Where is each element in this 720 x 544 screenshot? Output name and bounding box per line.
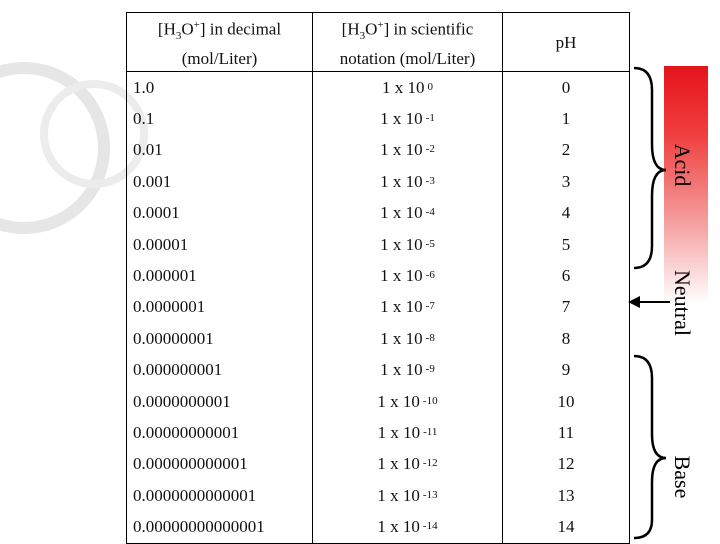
- scientific-exponent: -13: [422, 488, 438, 501]
- scientific-cell: [313, 229, 503, 260]
- scientific-exponent: -3: [425, 174, 435, 187]
- scientific-exponent: -2: [425, 143, 435, 156]
- table-row: [127, 260, 630, 291]
- scientific-exponent: -7: [425, 300, 435, 313]
- table-row: [127, 135, 630, 166]
- scientific-base: 1 x 10: [380, 140, 423, 160]
- header-scientific: $[H_3O^+]$ in scientific notation (mol/Liter): [313, 13, 503, 72]
- scientific-base: 1 x 10: [377, 454, 420, 474]
- ph-cell: 8: [503, 323, 630, 354]
- table-row: [127, 511, 630, 543]
- scientific-cell: [313, 72, 503, 104]
- scientific-exponent: -5: [425, 237, 435, 250]
- scientific-base: 1 x 10: [377, 422, 421, 442]
- decorative-ring: [0, 62, 110, 234]
- table-row: [127, 103, 630, 134]
- ph-cell: 14: [503, 511, 630, 543]
- decimal-cell: 0.000000000001: [127, 449, 313, 480]
- table-row: [127, 229, 630, 260]
- scientific-exponent: -12: [422, 457, 438, 470]
- decimal-cell: 0.0001: [127, 198, 313, 229]
- acid-brace: [634, 68, 666, 268]
- table-row: [127, 72, 630, 104]
- scientific-base: 1 x 10: [380, 234, 423, 254]
- scientific-base: 1 x 10: [380, 109, 423, 129]
- scientific-cell: [313, 292, 503, 323]
- scientific-cell: [313, 417, 503, 448]
- scientific-cell: [313, 449, 503, 480]
- ph-table: [126, 12, 630, 544]
- table-row: [127, 292, 630, 323]
- decimal-cell: 0.0000000001: [127, 386, 313, 417]
- table-row: [127, 355, 630, 386]
- scientific-cell: [313, 103, 503, 134]
- scientific-base: 1 x 10: [380, 266, 423, 286]
- decimal-cell: 0.00000000000001: [127, 511, 313, 543]
- decimal-cell: 0.0000001: [127, 292, 313, 323]
- ph-cell: 1: [503, 103, 630, 134]
- decimal-cell: 0.000001: [127, 260, 313, 291]
- ph-cell: 4: [503, 198, 630, 229]
- ph-cell: 9: [503, 355, 630, 386]
- scientific-base: 1 x 10: [380, 203, 423, 223]
- scientific-exponent: -9: [425, 363, 435, 376]
- scientific-cell: [313, 511, 503, 543]
- ph-cell: 12: [503, 449, 630, 480]
- scientific-base: 1 x 10: [380, 328, 423, 348]
- ph-cell: 7: [503, 292, 630, 323]
- scientific-exponent: 0: [427, 80, 433, 93]
- scientific-base: 1 x 10: [380, 171, 423, 191]
- scientific-exponent: -6: [425, 269, 435, 282]
- table-row: [127, 449, 630, 480]
- scientific-exponent: -14: [422, 520, 438, 533]
- scientific-base: 1 x 10: [380, 297, 423, 317]
- ph-cell: 10: [503, 386, 630, 417]
- neutral-label: Neutral: [670, 270, 695, 336]
- header-row: [127, 13, 630, 72]
- table-row: [127, 198, 630, 229]
- ph-cell: 0: [503, 72, 630, 104]
- table-row: [127, 480, 630, 511]
- table-row: [127, 166, 630, 197]
- scientific-base: 1 x 10: [377, 517, 420, 537]
- scientific-exponent: -8: [425, 331, 435, 344]
- decimal-cell: 1.0: [127, 72, 313, 104]
- scientific-cell: [313, 135, 503, 166]
- decimal-cell: 0.001: [127, 166, 313, 197]
- decimal-cell: 0.0000000000001: [127, 480, 313, 511]
- neutral-arrow-head: [628, 296, 640, 308]
- header-decimal: $[H_3O^+]$ in decimal (mol/Liter): [127, 13, 313, 72]
- scientific-base: 1 x 10: [377, 391, 420, 411]
- ph-cell: 2: [503, 135, 630, 166]
- scientific-exponent: -4: [425, 206, 435, 219]
- scientific-base: 1 x 10: [380, 360, 423, 380]
- scientific-base: 1 x 10: [377, 485, 420, 505]
- ph-cell: 6: [503, 260, 630, 291]
- decimal-cell: 0.1: [127, 103, 313, 134]
- scientific-cell: [313, 323, 503, 354]
- scientific-cell: [313, 480, 503, 511]
- table-row: [127, 323, 630, 354]
- ph-cell: 11: [503, 417, 630, 448]
- decimal-cell: 0.00001: [127, 229, 313, 260]
- decimal-cell: 0.00000000001: [127, 417, 313, 448]
- scientific-cell: [313, 355, 503, 386]
- decimal-cell: 0.000000001: [127, 355, 313, 386]
- ph-cell: 3: [503, 166, 630, 197]
- scientific-exponent: -11: [423, 425, 438, 438]
- scientific-cell: [313, 386, 503, 417]
- header-ph: pH: [503, 13, 630, 72]
- table-row: [127, 417, 630, 448]
- decimal-cell: 0.01: [127, 135, 313, 166]
- scientific-cell: [313, 198, 503, 229]
- scientific-cell: [313, 260, 503, 291]
- scientific-exponent: -1: [425, 112, 435, 125]
- decimal-cell: 0.00000001: [127, 323, 313, 354]
- ph-cell: 13: [503, 480, 630, 511]
- table-row: [127, 386, 630, 417]
- table-body: [127, 72, 630, 544]
- ph-cell: 5: [503, 229, 630, 260]
- base-label: Base: [670, 455, 695, 499]
- scientific-cell: [313, 166, 503, 197]
- base-brace: [634, 356, 666, 538]
- scientific-base: 1 x 10: [382, 77, 425, 97]
- acid-label: Acid: [670, 143, 695, 187]
- scientific-exponent: -10: [422, 394, 438, 407]
